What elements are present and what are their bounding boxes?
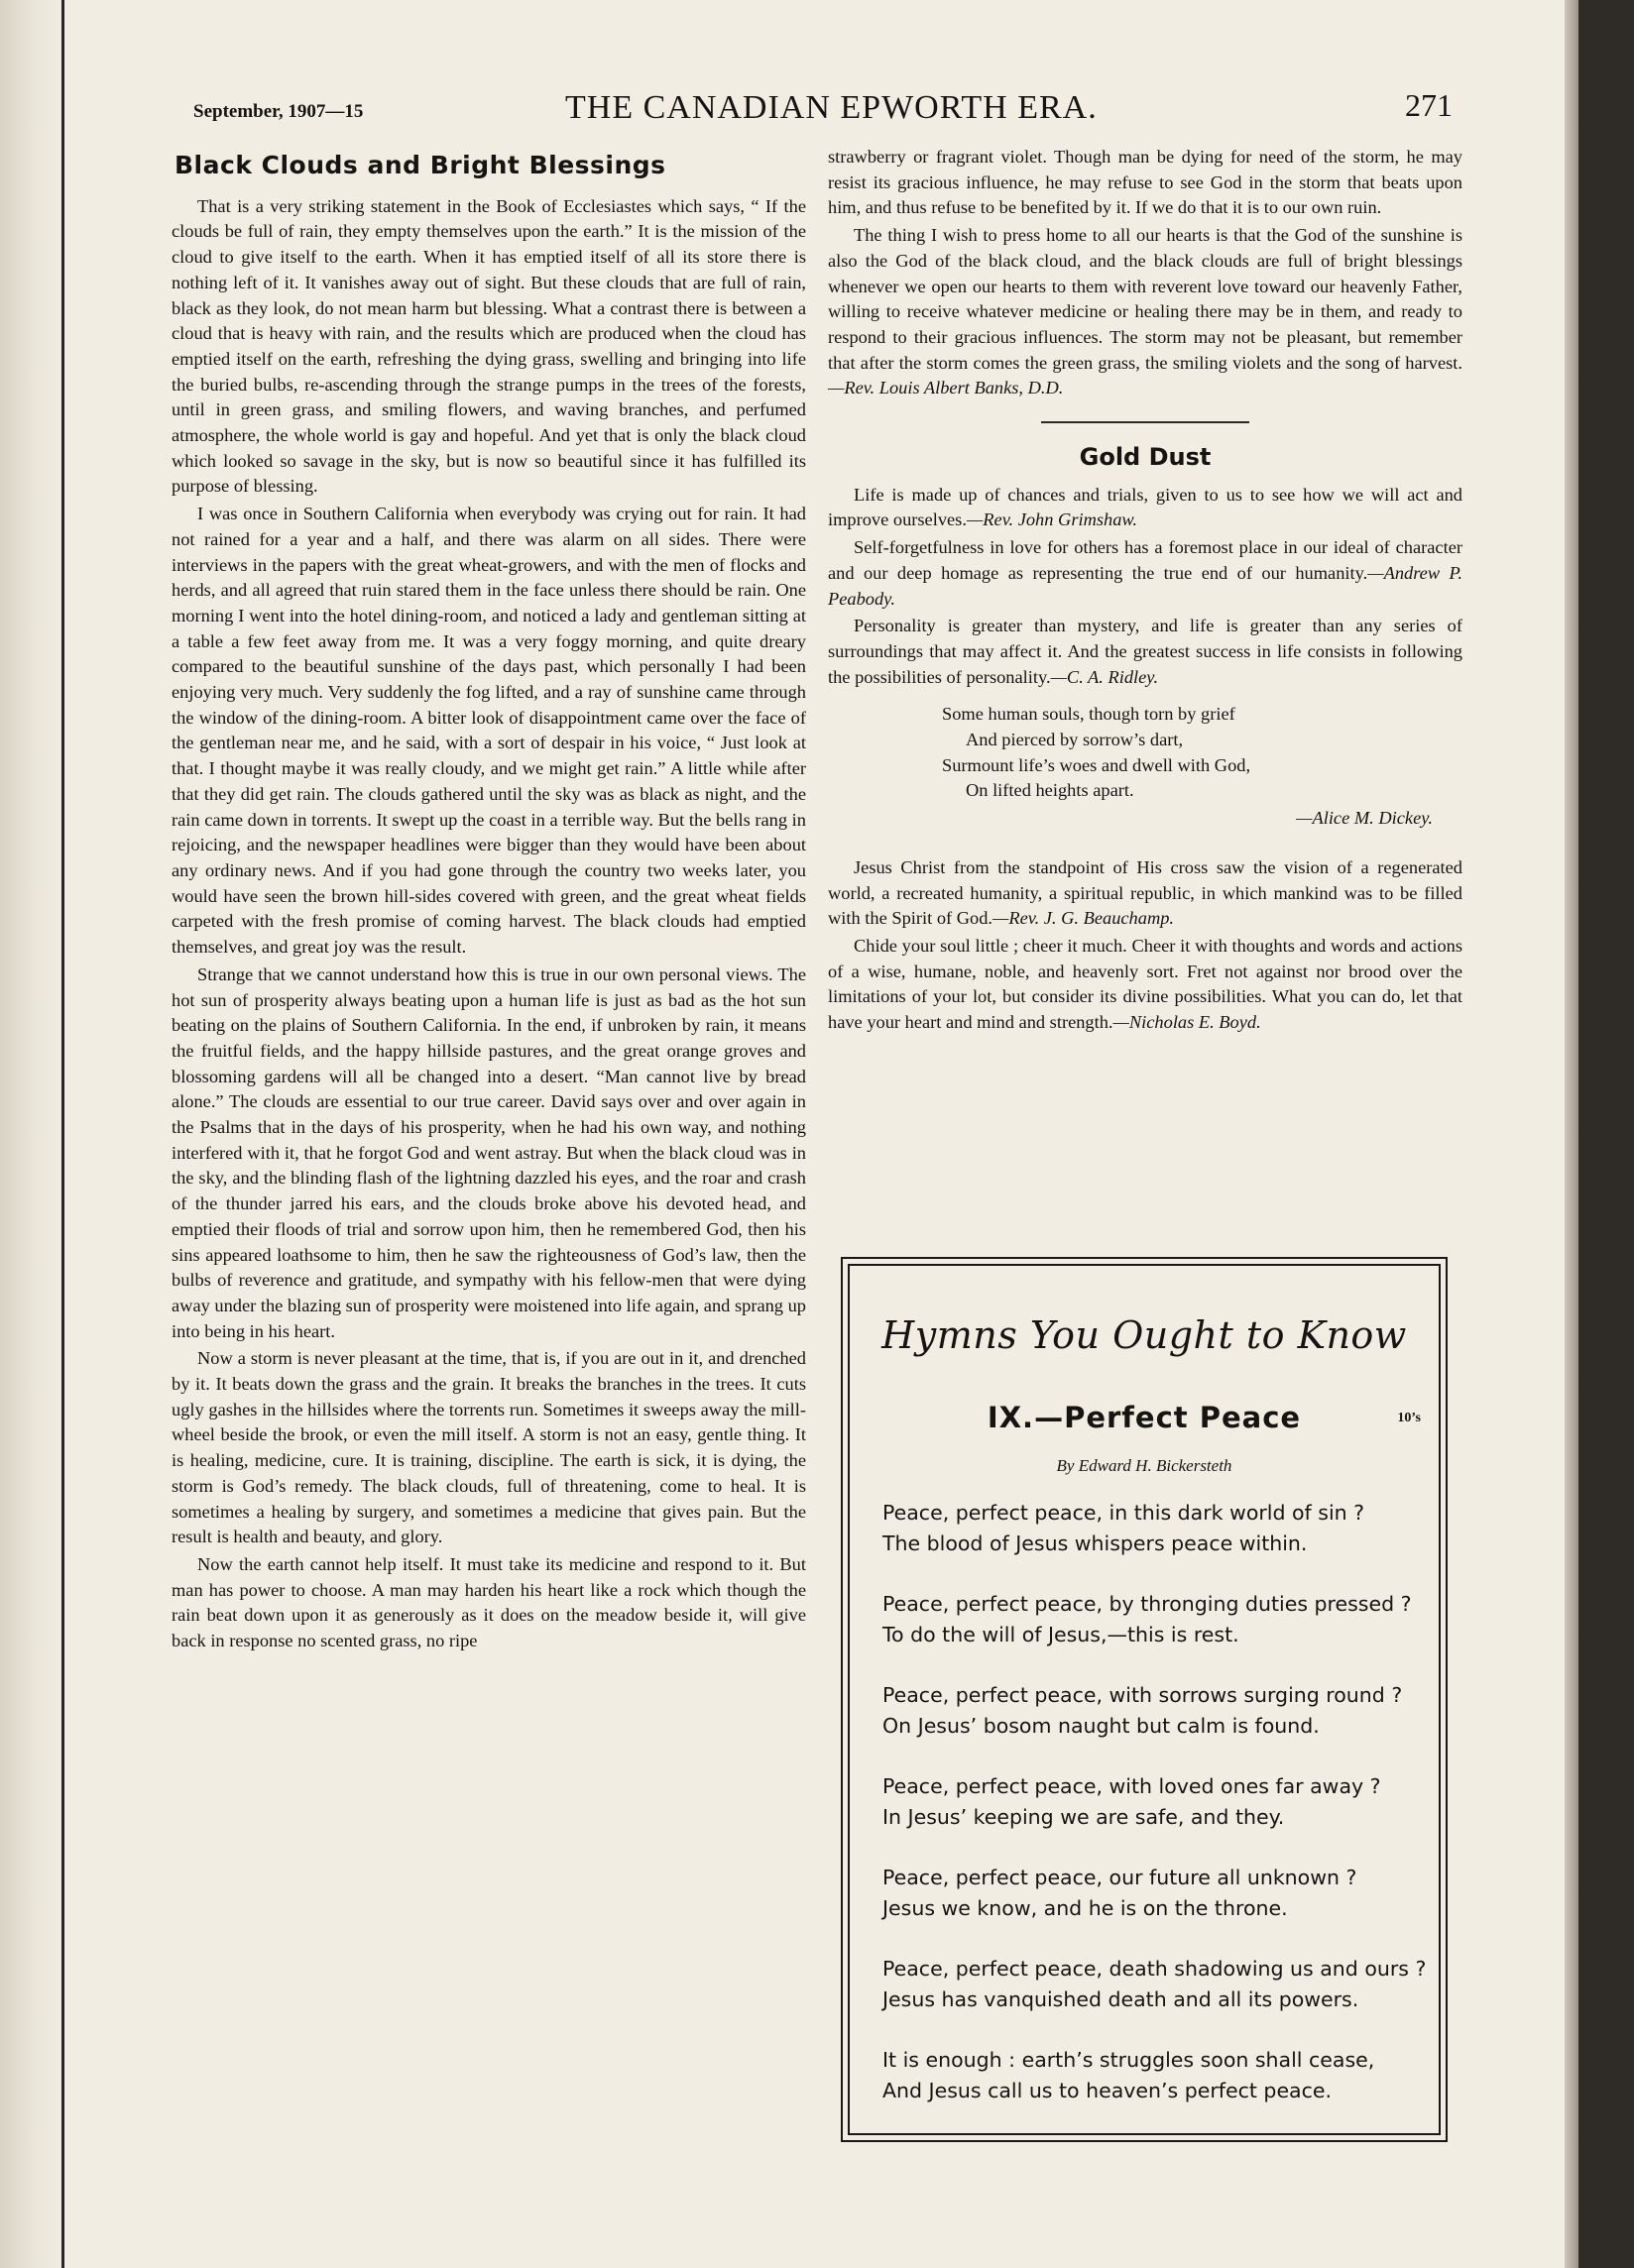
quote	[828, 535, 1462, 612]
article-paragraph-continued: strawberry or fragrant violet. Though man be dying for need of the storm, he may resist its gracious influence, he may refuse to see God in the storm that beats upon him, and thus refuse to be benefited by it. If we do that it is to our own ruin.	[828, 147, 1462, 218]
verse-line: Peace, perfect peace, with sorrows surging round ?	[882, 1683, 1403, 1707]
verse-line: Peace, perfect peace, our future all unknown ?	[882, 1866, 1357, 1889]
poem-line: And pierced by sorrow’s dart,	[966, 730, 1184, 750]
poem	[942, 702, 1462, 832]
verse-line: Jesus has vanquished death and all its powers.	[882, 1987, 1359, 2011]
quote-author: —Nicholas E. Boyd.	[1112, 1012, 1261, 1033]
quote-author: —Rev. John Grimshaw.	[966, 510, 1137, 530]
article-signoff: —Rev. Louis Albert Banks, D.D.	[828, 378, 1064, 398]
verse-line: To do the will of Jesus,—this is rest.	[882, 1623, 1239, 1646]
quote-text: Chide your soul little ; cheer it much. Cheer it with thoughts and words and actions of a wise, humane, noble, and heavenly sort. Fret not against nor brood over the limitations of your lot, but consider its divine possibilities. What you can do, let that have your heart and mind and strength.	[828, 935, 1462, 1033]
issue-date: September, 1907—15	[193, 101, 364, 122]
article-paragraph: Now a storm is never pleasant at the time, that is, if you are out in it, and drenched by it. It beats down the grass and the grain. It breaks the branches in the trees. It cuts ugly gashes in the hillsides where the torrents run. Sometimes it sweeps away the mill-wheel beside the brook, or even the mill itself. A storm is not an easy, gentle thing. It is healing, medicine, cure. It is training, discipline. The earth is sick, it is dying, the storm is God’s remedy. The black clouds, full of threatening, come to heal. It is sometimes a healing by surgery, and sometimes a medicine that gives pain. But the result is health and beauty, and glory.	[172, 1348, 806, 1547]
binding-gutter	[0, 0, 65, 2268]
right-column	[828, 145, 1462, 1036]
verse-line: It is enough : earth’s struggles soon shall cease,	[882, 2048, 1375, 2072]
quote	[828, 614, 1462, 690]
gold-dust-title: Gold Dust	[1079, 443, 1212, 472]
hymn-box-inner	[848, 1264, 1441, 2135]
hymn-box	[841, 1257, 1448, 2142]
quote-author: —C. A. Ridley.	[1050, 666, 1159, 687]
poem-author: —Alice M. Dickey.	[1296, 808, 1433, 829]
article-paragraph: That is a very striking statement in the Book of Ecclesiastes which says, “ If the clouds be full of rain, they empty themselves upon the earth.” It is the mission of the cloud to give itself to the earth. When it has emptied itself of all its store there is nothing left of it. It vanishes away out of sight. But these clouds that are full of rain, black as they look, do not mean harm but blessing. What a contrast there is between a cloud that is heavy with rain, and the results which are produced when the cloud has emptied itself on the earth, refreshing the dying grass, swelling and bringing into life the buried bulbs, re-ascending through the strange pumps in the trees of the forests, until in green grass, and smiling flowers, and waving branches, and perfumed atmosphere, the whole world is gay and hopeful. And yet that is only the black cloud which looked so savage in the sky, but is now so beautiful since it has fulfilled its purpose of blessing.	[172, 195, 806, 497]
verse-line: And Jesus call us to heaven’s perfect peace.	[882, 2079, 1333, 2102]
page-edge	[1565, 0, 1578, 2268]
verse-line: On Jesus’ bosom naught but calm is found.	[882, 1714, 1320, 1738]
verse-line: The blood of Jesus whispers peace within.	[882, 1531, 1308, 1555]
hymn-verses	[882, 1498, 1439, 2106]
magazine-title: THE CANADIAN EPWORTH ERA.	[565, 89, 1098, 126]
poem-line: On lifted heights apart.	[966, 780, 1134, 801]
hymn-series-title: Hymns You Ought to Know	[881, 1313, 1407, 1357]
article-paragraph: Strange that we cannot understand how this is true in our own personal views. The hot sun of prosperity always beating upon a human life is just as bad as the hot sun beating on the plains of Southern California. In the end, if unbroken by rain, it means the fruitful fields, and the happy hillside pastures, and the great orange groves and blossoming gardens will all be changed into a desert. “Man cannot live by bread alone.” The clouds are essential to our true career. David says over and over again in the Psalms that in the days of his prosperity, when he had his own way, and nothing interfered with it, that he forgot God and went astray. But when the black cloud was in the sky, and the blinding flash of the lightning dazzled his eyes, and the roar and crash of the thunder jarred his ears, and the clouds broke above his devoted head, and emptied their floods of trial and sorrow upon him, then he remembered God, then his sins appeared loathsome to him, then he saw the righteousness of God’s law, then the bulbs of reverence and gratitude, and sympathy with his fellow-men that were dying away under the blazing sun of prosperity were moistened into life again, and sprang up into being in his heart.	[172, 964, 806, 1341]
section-divider	[1041, 421, 1249, 423]
poem-line: Some human souls, though torn by grief	[942, 704, 1235, 725]
stanza	[882, 2045, 1439, 2106]
binding-line	[61, 0, 64, 2268]
article-paragraph	[828, 223, 1462, 401]
quote-text: Self-forgetfulness in love for others has a foremost place in our ideal of character and our deep homage as representing the true end of our humanity.	[828, 537, 1462, 583]
poem-line: Surmount life’s woes and dwell with God,	[942, 754, 1251, 775]
quote	[828, 934, 1462, 1036]
article-title: Black Clouds and Bright Blessings	[175, 151, 666, 179]
stanza	[882, 1954, 1439, 2015]
quote-text: Personality is greater than mystery, and life is greater than any series of surroundings that may affect it. And the greatest success in life consists in following the possibilities of personality.	[828, 616, 1462, 687]
stanza	[882, 1863, 1439, 1924]
verse-line: Peace, perfect peace, with loved ones far away ?	[882, 1774, 1381, 1798]
stanza	[882, 1589, 1439, 1650]
verse-line: Peace, perfect peace, death shadowing us and ours ?	[882, 1957, 1427, 1981]
verse-line: Peace, perfect peace, by thronging duties pressed ?	[882, 1592, 1412, 1616]
quote-author: —Rev. J. G. Beauchamp.	[992, 908, 1175, 929]
running-header	[193, 83, 1453, 133]
stanza	[882, 1498, 1439, 1559]
hymn-title: IX.—Perfect Peace	[987, 1401, 1302, 1434]
verse-line: Jesus we know, and he is on the throne.	[882, 1896, 1288, 1920]
hymn-heading	[850, 1401, 1439, 1434]
left-column	[172, 145, 806, 1654]
quote	[828, 483, 1462, 533]
closing-paragraph: The thing I wish to press home to all our hearts is that the God of the sunshine is also the God of the black cloud, and the black clouds are full of bright blessings whenever we open our hearts to them with reverent love toward our heavenly Father, willing to receive whatever medicine or healing there may be in them, and ready to respond to their gracious influences. The storm may not be pleasant, but remember that after the storm comes the green grass, the smiling violets and the song of harvest.	[828, 225, 1462, 373]
verse-line: Peace, perfect peace, in this dark world of sin ?	[882, 1501, 1365, 1525]
hymn-meter: 10’s	[1397, 1411, 1421, 1425]
stanza	[882, 1771, 1439, 1833]
page-number: 271	[1405, 87, 1453, 123]
quote-text: Life is made up of chances and trials, given to us to see how we will act and improve ourselves.	[828, 484, 1462, 530]
verse-line: In Jesus’ keeping we are safe, and they.	[882, 1805, 1285, 1829]
quote-text: Jesus Christ from the standpoint of His cross saw the vision of a regenerated world, a recreated humanity, a spiritual republic, in which mankind was to be filled with the Spirit of God.	[828, 856, 1462, 929]
article-paragraph: Now the earth cannot help itself. It must take its medicine and respond to it. But man has power to choose. A man may harden his heart like a rock which though the rain beat down upon it as generously as it does on the meadow beside it, will give back in response no scented grass, no ripe	[172, 1553, 806, 1651]
stanza	[882, 1680, 1439, 1742]
article-paragraph: I was once in Southern California when everybody was crying out for rain. It had not rained for a year and a half, and there was alarm on all sides. There were interviews in the papers with the great wheat-growers, and with the men of flocks and herds, and all agreed that ruin stared them in the face unless there should be rain. One morning I went into the hotel dining-room, and noticed a lady and gentleman sitting at a table a few feet away from me. It was a very foggy morning, and quite dreary compared to the beautiful sunshine of the days past, which personally I had been enjoying very much. Very suddenly the fog lifted, and a ray of sunshine came through the window of the dining-room. A bitter look of disappointment came over the face of the gentleman near me, and he said, with a sort of despair in his voice, “ Just look at that. I thought maybe it was really cloudy, and we might get rain.” A little while after that they did get rain. The clouds gathered until the sky was as black as night, and the rain came down in torrents. It swept up the coast in a terrible way. But the bells rang in rejoicing, and the newspaper headlines were bigger than they would have been about any ordinary news. And if you had gone through the country two weeks later, you would have seen the brown hill-sides covered with green, and the great wheat fields carpeted with the fresh promise of coming harvest. The black clouds had emptied themselves, and great joy was the result.	[172, 504, 806, 958]
hymn-author: By Edward H. Bickersteth	[1056, 1456, 1232, 1475]
quote	[828, 855, 1462, 932]
quote-author: —Andrew P. Peabody.	[828, 562, 1463, 609]
